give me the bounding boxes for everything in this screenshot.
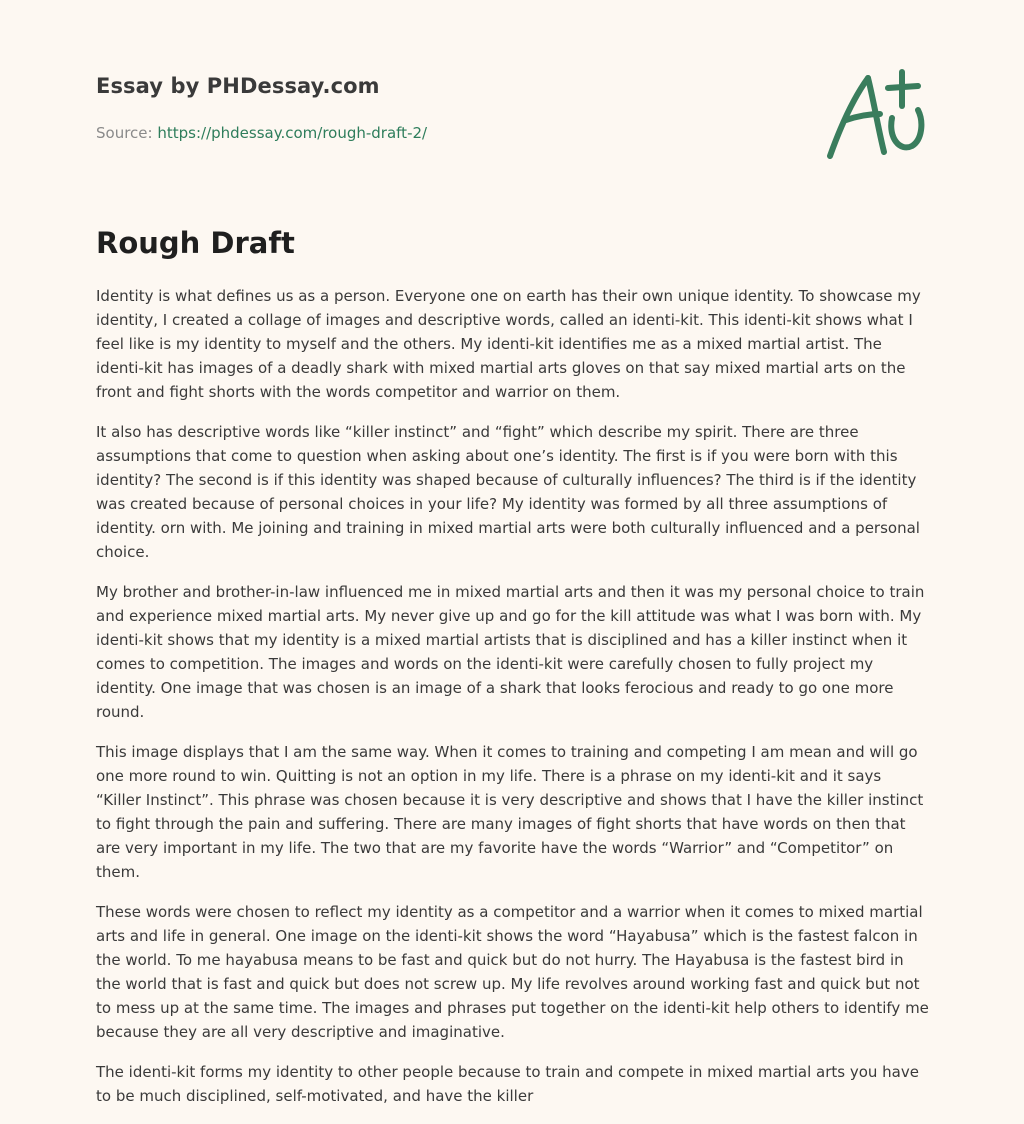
- essay-paragraph: The identi-kit forms my identity to other people because to train and compete in mixed martial arts you have to be much disciplined, self-motivated, and have the killer: [96, 1063, 919, 1105]
- source-link[interactable]: https://phdessay.com/rough-draft-2/: [157, 124, 428, 142]
- essay-paragraph: My brother and brother-in-law influenced me in mixed martial arts and then it was my personal choice to train and experience mixed martial arts. My never give up and go for the kill attitude was what I was born with. My identi-kit shows that my identity is a mixed martial artists that is disciplined and has a killer instinct when it comes to competition. The images and words on the identi-kit were carefully chosen to fully project my identity. One image that was chosen is an image of a shark that looks ferocious and ready to go one more round.: [96, 583, 925, 721]
- essay-paragraph: This image displays that I am the same way. When it comes to training and competing I am mean and will go one more round to win. Quitting is not an option in my life. There is a phrase on my identi-kit and it says “Killer Instinct”. This phrase was chosen because it is very descriptive and shows that I have the killer instinct to fight through the pain and suffering. There are many images of fight shorts that have words on then that are very important in my life. The two that are my favorite have the words “Warrior” and “Competitor” on them.: [96, 743, 924, 881]
- essay-title: Rough Draft: [96, 226, 295, 260]
- essay-body: [96, 284, 930, 1124]
- source-line: [96, 124, 427, 142]
- source-label: Source:: [96, 124, 153, 142]
- essay-paragraph: Identity is what defines us as a person. Everyone one on earth has their own unique identity. To showcase my identity, I created a collage of images and descriptive words, called an identi-kit. This identi-kit shows what I feel like is my identity to myself and the others. My identi-kit identifies me as a mixed martial artist. The identi-kit has images of a deadly shark with mixed martial arts gloves on that say mixed martial arts on the front and fight shorts with the words competitor and warrior on them.: [96, 287, 921, 401]
- essay-paragraph: These words were chosen to reflect my identity as a competitor and a warrior when it comes to mixed martial arts and life in general. One image on the identi-kit shows the word “Hayabusa” which is the fastest falcon in the world. To me hayabusa means to be fast and quick but do not hurry. The Hayabusa is the fastest bird in the world that is fast and quick but does not screw up. My life revolves around working fast and quick but not to mess up at the same time. The images and phrases put together on the identi-kit help others to identify me because they are all very descriptive and imaginative.: [96, 903, 929, 1041]
- essay-paragraph: It also has descriptive words like “killer instinct” and “fight” which describe my spirit. There are three assumptions that come to question when asking about one’s identity. The first is if you were born with this identity? The second is if this identity was shaped because of culturally influences? The third is if the identity was created because of personal choices in your life? My identity was formed by all three assumptions of identity. orn with. Me joining and training in mixed martial arts were both culturally influenced and a personal choice.: [96, 423, 920, 561]
- site-title: Essay by PHDessay.com: [96, 74, 380, 98]
- a-plus-logo-icon: [822, 66, 932, 166]
